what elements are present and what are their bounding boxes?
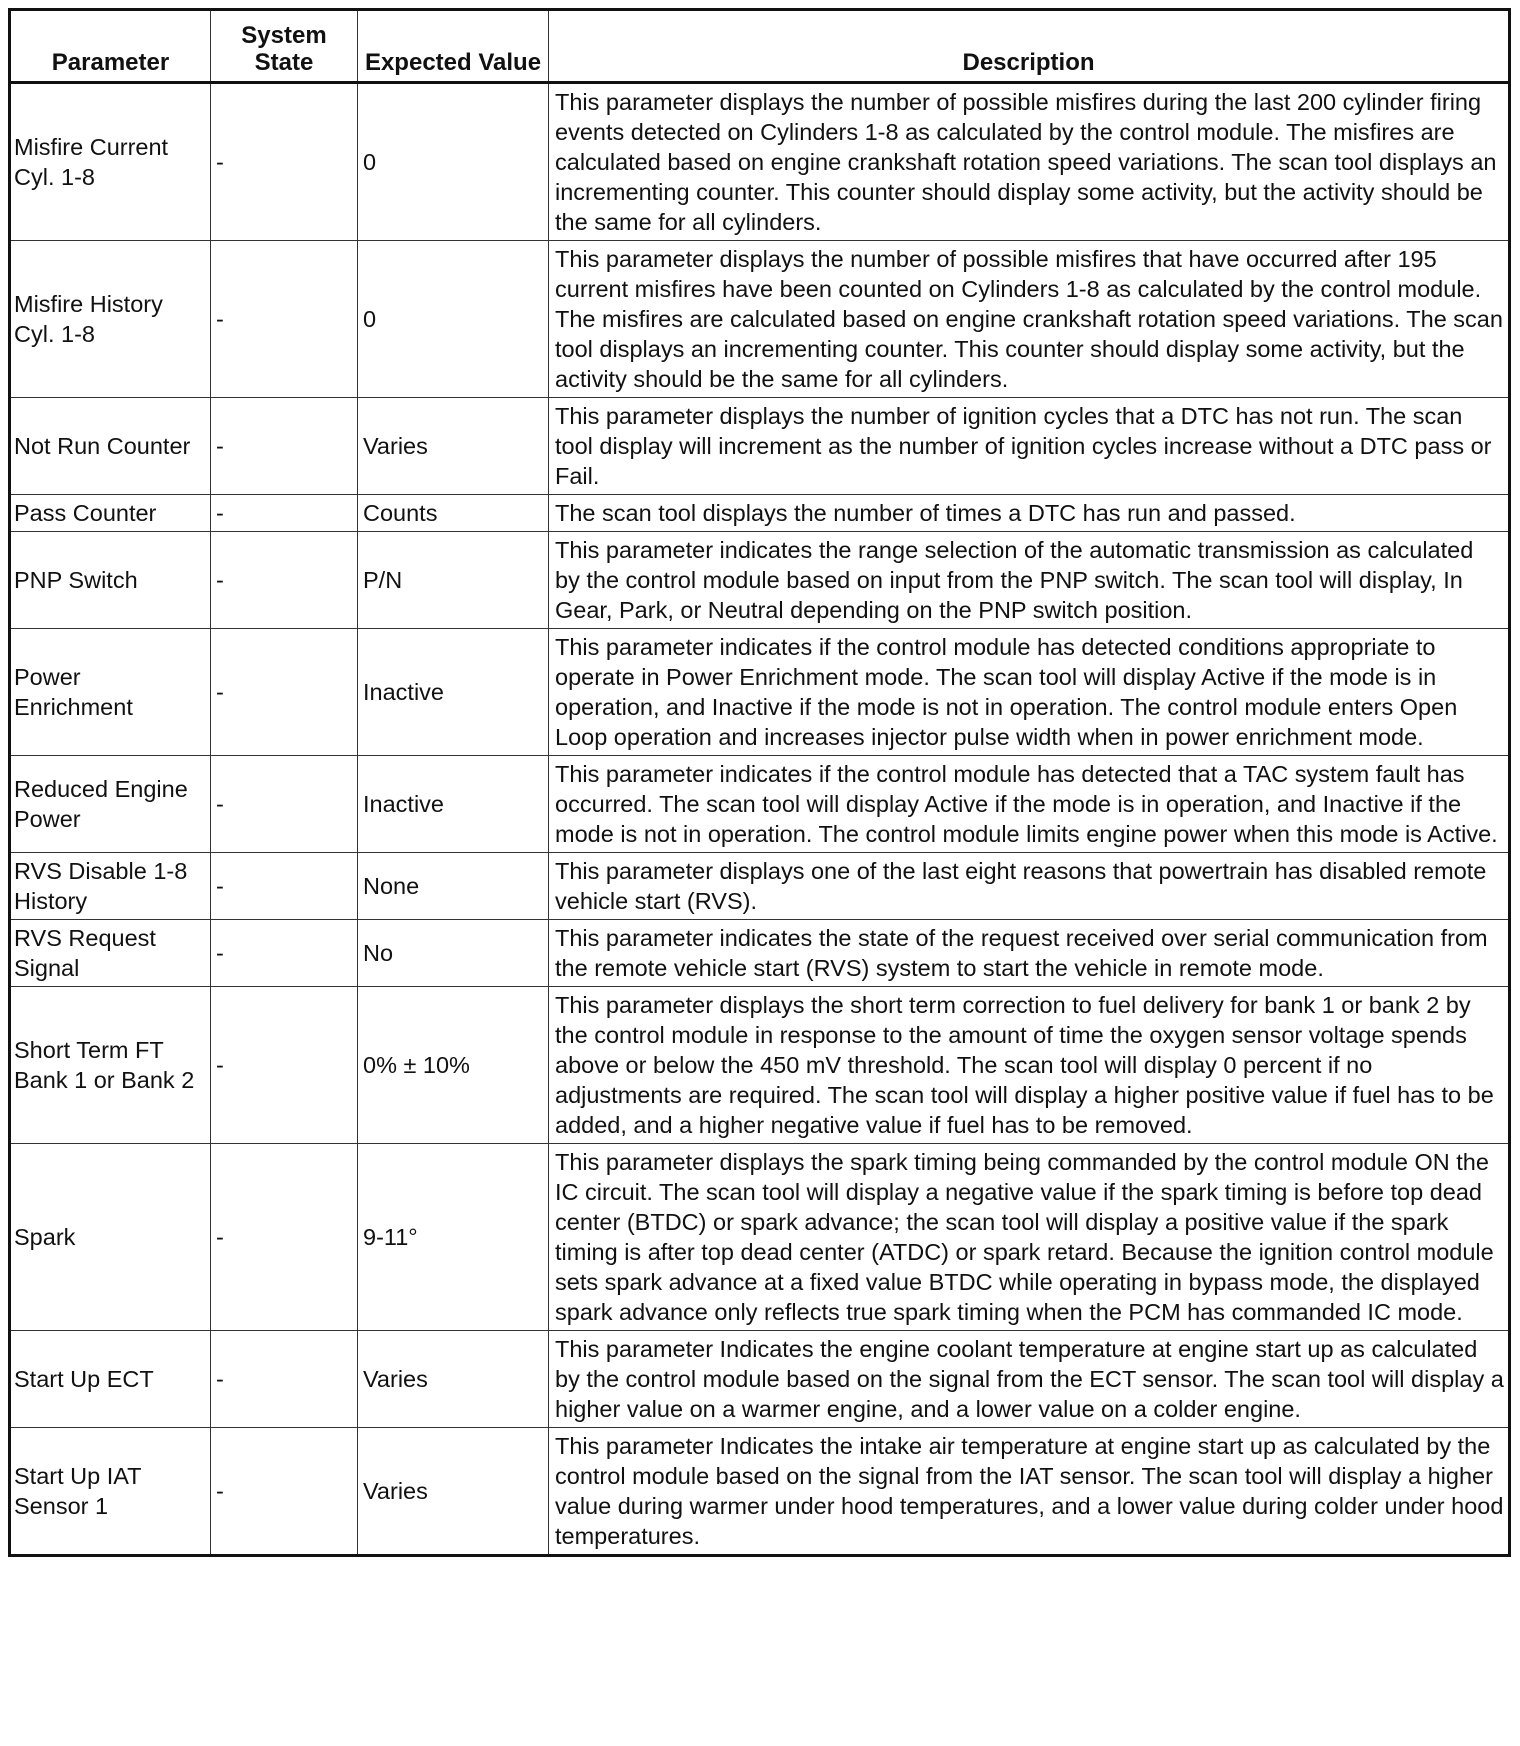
table-row: [10, 920, 1510, 987]
cell-expected-value: Counts: [358, 495, 549, 532]
header-row: [10, 10, 1510, 83]
cell-expected-value: 0: [358, 83, 549, 241]
cell-system-state: -: [211, 241, 358, 398]
cell-description: This parameter displays one of the last eight reasons that powertrain has disabled remote vehicle start (RVS).: [549, 853, 1510, 920]
cell-system-state: -: [211, 1428, 358, 1556]
cell-parameter: Reduced Engine Power: [10, 756, 211, 853]
table-row: [10, 241, 1510, 398]
cell-system-state: -: [211, 987, 358, 1144]
cell-parameter: Start Up ECT: [10, 1331, 211, 1428]
cell-description: This parameter displays the spark timing being commanded by the control module ON the IC circuit. The scan tool will display a negative value if the spark timing is before top dead center (BTDC) or spark advance; the scan tool will display a positive value if the spark timing is after top dead center (ATDC) or spark retard. Because the ignition control module sets spark advance at a fixed value BTDC while operating in bypass mode, the displayed spark advance only reflects true spark timing when the PCM has commanded IC mode.: [549, 1144, 1510, 1331]
cell-description: This parameter Indicates the engine coolant temperature at engine start up as calculated by the control module based on the signal from the ECT sensor. The scan tool will display a higher value on a warmer engine, and a lower value on a colder engine.: [549, 1331, 1510, 1428]
table-row: [10, 83, 1510, 241]
cell-description: This parameter indicates if the control module has detected that a TAC system fault has occurred. The scan tool will display Active if the mode is in operation, and Inactive if the mode is not in operation. The control module limits engine power when this mode is Active.: [549, 756, 1510, 853]
cell-system-state: -: [211, 398, 358, 495]
cell-parameter: Pass Counter: [10, 495, 211, 532]
cell-parameter: RVS Request Signal: [10, 920, 211, 987]
cell-system-state: -: [211, 920, 358, 987]
header-description: Description: [549, 10, 1510, 83]
cell-parameter: Spark: [10, 1144, 211, 1331]
table-row: [10, 987, 1510, 1144]
cell-system-state: -: [211, 1144, 358, 1331]
cell-expected-value: Varies: [358, 398, 549, 495]
cell-parameter: Not Run Counter: [10, 398, 211, 495]
table-row: [10, 1144, 1510, 1331]
header-expected-value: Expected Value: [358, 10, 549, 83]
cell-description: The scan tool displays the number of times a DTC has run and passed.: [549, 495, 1510, 532]
cell-expected-value: 0: [358, 241, 549, 398]
table-row: [10, 398, 1510, 495]
cell-expected-value: Varies: [358, 1331, 549, 1428]
cell-system-state: -: [211, 1331, 358, 1428]
cell-system-state: -: [211, 495, 358, 532]
cell-parameter: Power Enrichment: [10, 629, 211, 756]
cell-expected-value: None: [358, 853, 549, 920]
cell-system-state: -: [211, 853, 358, 920]
header-system-state: System State: [211, 10, 358, 83]
cell-expected-value: Inactive: [358, 629, 549, 756]
cell-parameter: PNP Switch: [10, 532, 211, 629]
table-row: [10, 853, 1510, 920]
document-page: [8, 8, 1508, 1557]
cell-expected-value: P/N: [358, 532, 549, 629]
cell-expected-value: Varies: [358, 1428, 549, 1556]
cell-system-state: -: [211, 629, 358, 756]
table-row: [10, 495, 1510, 532]
table-row: [10, 629, 1510, 756]
cell-system-state: -: [211, 756, 358, 853]
cell-parameter: RVS Disable 1-8 History: [10, 853, 211, 920]
cell-description: This parameter displays the short term correction to fuel delivery for bank 1 or bank 2 by the control module in response to the amount of time the oxygen sensor voltage spends above or below the 450 mV threshold. The scan tool will display 0 percent if no adjustments are required. The scan tool will display a higher positive value if fuel has to be added, and a higher negative value if fuel has to be removed.: [549, 987, 1510, 1144]
cell-description: This parameter indicates if the control module has detected conditions appropriate to operate in Power Enrichment mode. The scan tool will display Active if the mode is in operation, and Inactive if the mode is not in operation. The control module enters Open Loop operation and increases injector pulse width when in power enrichment mode.: [549, 629, 1510, 756]
cell-system-state: -: [211, 532, 358, 629]
cell-description: This parameter displays the number of ignition cycles that a DTC has not run. The scan tool display will increment as the number of ignition cycles increase without a DTC pass or Fail.: [549, 398, 1510, 495]
cell-parameter: Short Term FT Bank 1 or Bank 2: [10, 987, 211, 1144]
cell-expected-value: 9-11°: [358, 1144, 549, 1331]
cell-system-state: -: [211, 83, 358, 241]
cell-parameter: Misfire History Cyl. 1-8: [10, 241, 211, 398]
cell-description: This parameter indicates the range selection of the automatic transmission as calculated by the control module based on input from the PNP switch. The scan tool will display, In Gear, Park, or Neutral depending on the PNP switch position.: [549, 532, 1510, 629]
cell-parameter: Misfire Current Cyl. 1-8: [10, 83, 211, 241]
table-row: [10, 756, 1510, 853]
table-row: [10, 532, 1510, 629]
parameter-table: [8, 8, 1511, 1557]
cell-description: This parameter indicates the state of the request received over serial communication from the remote vehicle start (RVS) system to start the vehicle in remote mode.: [549, 920, 1510, 987]
cell-description: This parameter Indicates the intake air temperature at engine start up as calculated by the control module based on the signal from the IAT sensor. The scan tool will display a higher value during warmer under hood temperatures, and a lower value during colder under hood temperatures.: [549, 1428, 1510, 1556]
table-row: [10, 1331, 1510, 1428]
table-row: [10, 1428, 1510, 1556]
cell-expected-value: No: [358, 920, 549, 987]
header-parameter: Parameter: [10, 10, 211, 83]
cell-expected-value: Inactive: [358, 756, 549, 853]
cell-description: This parameter displays the number of possible misfires that have occurred after 195 current misfires have been counted on Cylinders 1-8 as calculated by the control module. The misfires are calculated based on engine crankshaft rotation speed variations. The scan tool displays an incrementing counter. This counter should display some activity, but the activity should be the same for all cylinders.: [549, 241, 1510, 398]
cell-parameter: Start Up IAT Sensor 1: [10, 1428, 211, 1556]
cell-expected-value: 0% ± 10%: [358, 987, 549, 1144]
cell-description: This parameter displays the number of possible misfires during the last 200 cylinder firing events detected on Cylinders 1-8 as calculated by the control module. The misfires are calculated based on engine crankshaft rotation speed variations. The scan tool displays an incrementing counter. This counter should display some activity, but the activity should be the same for all cylinders.: [549, 83, 1510, 241]
